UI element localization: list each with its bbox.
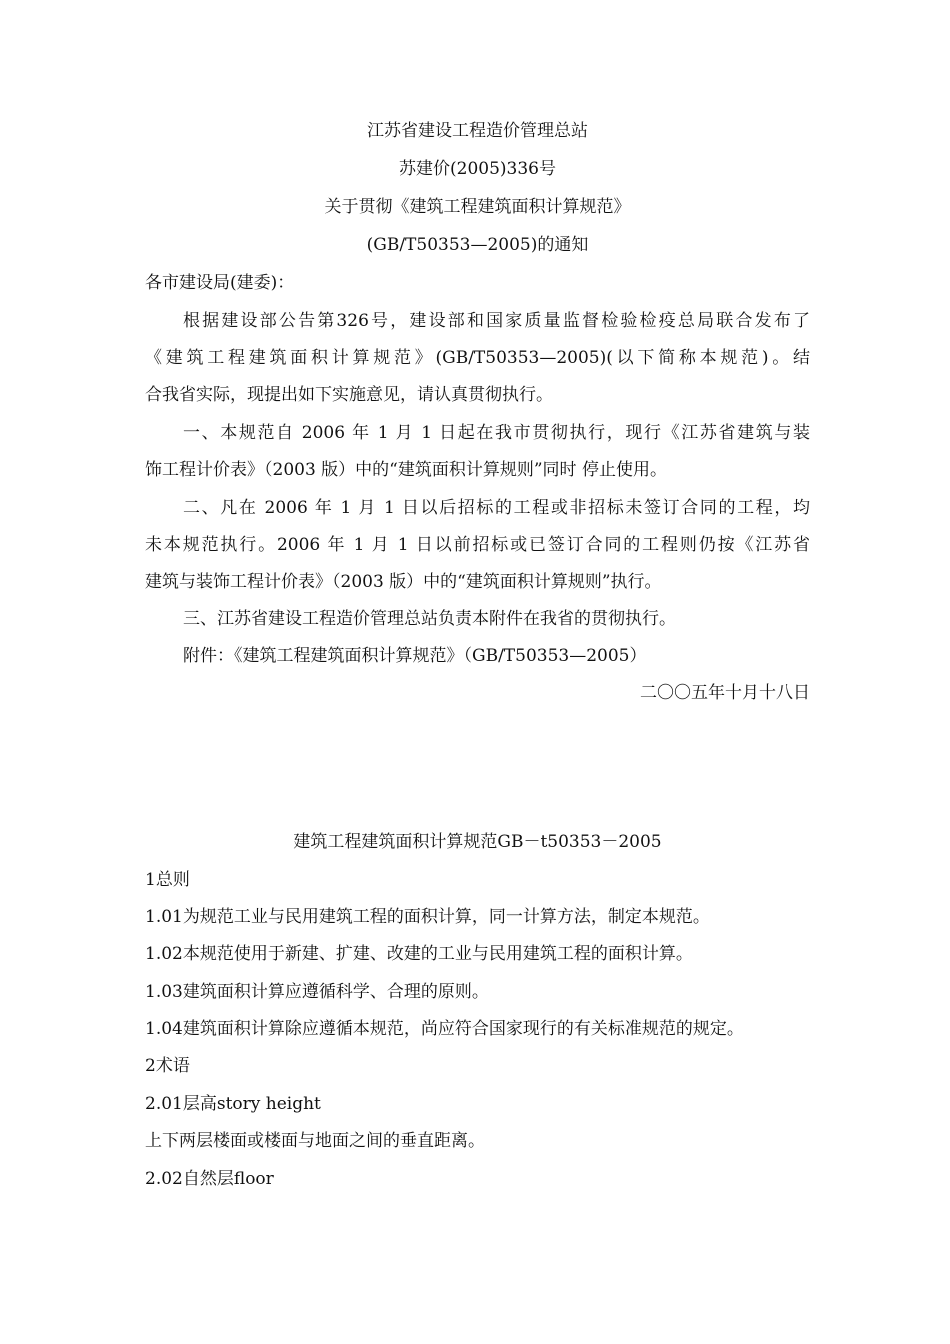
doc-number-line: 苏建价(2005)336号	[399, 159, 556, 179]
notice-title-line-1: 关于贯彻《建筑工程建筑面积计算规范》	[324, 197, 631, 217]
item-3-line: 三、江苏省建设工程造价管理总站负责本附件在我省的贯彻执行。	[183, 609, 676, 629]
item-2-line-3: 建筑与装饰工程计价表》（2003 版）中的“建筑面积计算规则”执行。	[145, 572, 662, 592]
attachment-line: 附件：《建筑工程建筑面积计算规范》（GB/T50353—2005）	[183, 646, 647, 666]
spec-line: 1.01为规范工业与民用建筑工程的面积计算，同一计算方法，制定本规范。	[145, 907, 710, 927]
spec-line: 1.04建筑面积计算除应遵循本规范，尚应符合国家现行的有关标准规范的规定。	[145, 1019, 744, 1039]
paragraph-1-line-2: 《建筑工程建筑面积计算规范》(GB/T50353—2005)(以下简称本规范)。结	[145, 348, 810, 368]
spec-line: 1.02本规范使用于新建、扩建、改建的工业与民用建筑工程的面积计算。	[145, 944, 693, 964]
addressee-line: 各市建设局(建委)：	[145, 273, 295, 293]
issuer-line: 江苏省建设工程造价管理总站	[367, 121, 588, 141]
date-line: 二〇〇五年十月十八日	[640, 683, 810, 703]
item-2-line-2: 未本规范执行。2006 年 1 月 1 日以前招标或已签订合同的工程则仍按《江苏省	[145, 535, 810, 555]
paragraph-1-line-1: 根据建设部公告第326号，建设部和国家质量监督检验检疫总局联合发布了	[183, 311, 810, 331]
spec-line: 2.01层高story height	[145, 1094, 321, 1114]
spec-title: 建筑工程建筑面积计算规范GB－t50353－2005	[293, 832, 662, 852]
spec-line: 2.02自然层floor	[145, 1169, 274, 1189]
spec-line: 2术语	[145, 1056, 190, 1076]
spec-line: 上下两层楼面或楼面与地面之间的垂直距离。	[145, 1131, 485, 1151]
paragraph-1-line-3: 合我省实际，现提出如下实施意见，请认真贯彻执行。	[145, 385, 553, 405]
spec-line: 1.03建筑面积计算应遵循科学、合理的原则。	[145, 982, 489, 1002]
item-1-line-1: 一、本规范自 2006 年 1 月 1 日起在我市贯彻执行，现行《江苏省建筑与装	[183, 423, 810, 443]
item-1-line-2: 饰工程计价表》（2003 版）中的“建筑面积计算规则”同时 停止使用。	[145, 460, 667, 480]
spec-line: 1总则	[145, 870, 190, 890]
notice-title-line-2: (GB/T50353—2005)的通知	[366, 235, 589, 255]
item-2-line-1: 二、凡在 2006 年 1 月 1 日以后招标的工程或非招标未签订合同的工程，均	[183, 498, 810, 518]
